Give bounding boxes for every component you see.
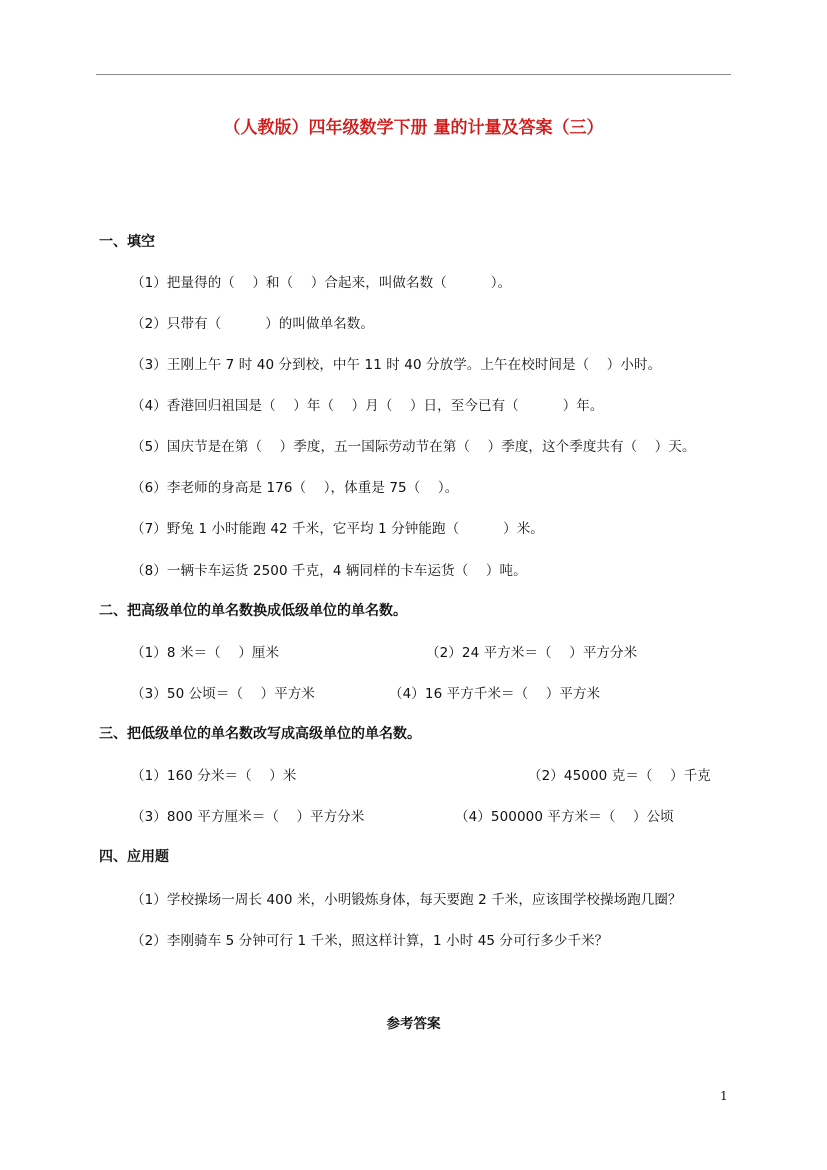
question-1-4: （4）香港回归祖国是（ ）年（ ）月（ ）日，至今已有（ ）年。: [131, 398, 604, 414]
question-2-2: （2）24 平方米＝（ ）平方分米: [426, 645, 638, 661]
section-4-heading: 四、应用题: [99, 849, 169, 865]
question-1-3: （3）王刚上午 7 时 40 分到校，中午 11 时 40 分放学。上午在校时间是（ ）小时。: [131, 357, 662, 373]
section-3-heading: 三、把低级单位的单名数改写成高级单位的单名数。: [99, 726, 421, 742]
question-3-3: （3）800 平方厘米＝（ ）平方分米: [131, 809, 365, 825]
question-1-8: （8）一辆卡车运货 2500 千克，4 辆同样的卡车运货（ ）吨。: [131, 563, 527, 579]
question-1-2: （2）只带有（ ）的叫做单名数。: [131, 316, 375, 332]
question-1-6: （6）李老师的身高是 176（ ），体重是 75（ ）。: [131, 480, 459, 496]
question-2-1: （1）8 米＝（ ）厘米: [131, 645, 280, 661]
question-3-4: （4）500000 平方米＝（ ）公顷: [455, 809, 674, 825]
question-2-3: （3）50 公顷＝（ ）平方米: [131, 686, 316, 702]
question-1-1: （1）把量得的（ ）和（ ）合起来，叫做名数（ ）。: [131, 275, 512, 291]
question-1-7: （7）野兔 1 小时能跑 42 千米，它平均 1 分钟能跑（ ）米。: [131, 521, 544, 537]
section-2-heading: 二、把高级单位的单名数换成低级单位的单名数。: [99, 603, 407, 619]
header-rule: [96, 74, 731, 75]
question-2-4: （4）16 平方千米＝（ ）平方米: [389, 686, 601, 702]
question-1-5: （5）国庆节是在第（ ）季度，五一国际劳动节在第（ ）季度，这个季度共有（ ）天。: [131, 439, 696, 455]
question-4-1: （1）学校操场一周长 400 米，小明锻炼身体，每天要跑 2 千米，应该围学校操场跑几圈？: [131, 892, 682, 908]
question-3-1: （1）160 分米＝（ ）米: [131, 768, 297, 784]
section-1-heading: 一、填空: [99, 234, 155, 250]
question-4-2: （2）李刚骑车 5 分钟可行 1 千米，照这样计算，1 小时 45 分可行多少千米？: [131, 933, 609, 949]
question-3-2: （2）45000 克＝（ ）千克: [528, 768, 711, 784]
page-number: 1: [720, 1089, 728, 1103]
answer-heading: 参考答案: [386, 1016, 441, 1032]
document-title: （人教版）四年级数学下册 量的计量及答案（三）: [223, 118, 604, 138]
